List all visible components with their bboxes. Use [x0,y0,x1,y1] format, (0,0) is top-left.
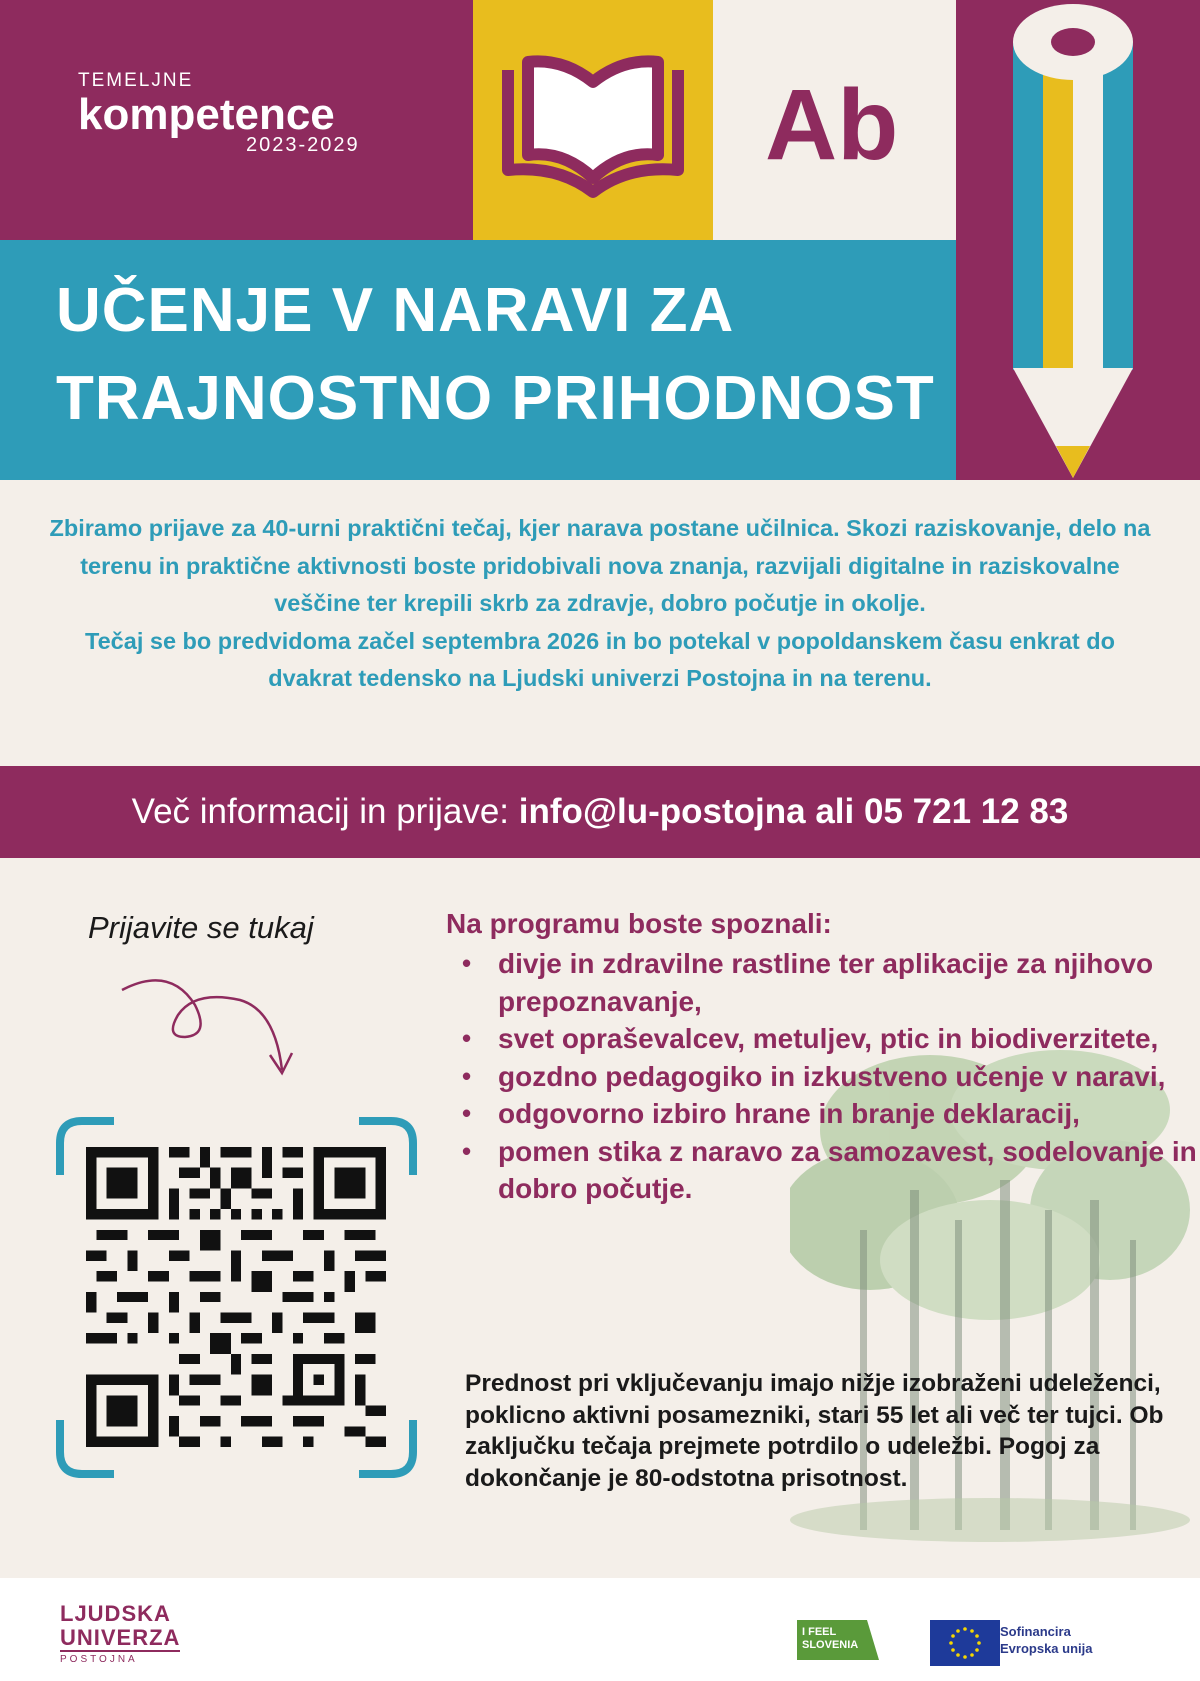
i-feel-slovenia-line-2: SLOVENIA [802,1639,859,1651]
lu-logo-line-2: UNIVERZA [60,1625,181,1650]
logo-years: 2023-2029 [246,134,360,156]
program-item: • gozdno pedagogiko in izkustveno učenje v naravi, [498,1058,1200,1096]
program-item: • svet opraševalcev, metuljev, ptic in biodiverzitete, [498,1020,1200,1058]
eligibility-note: Prednost pri vključevanju imajo nižje izobraženi udeleženci, poklicno aktivni posamezniki, stari 55 let ali več ter tujci. Ob zaključku tečaja prejmete potrdilo o udeležbi. Pogoj za dokončanje je 80-odstotna prisotnost. [465,1370,1164,1492]
info-label: Več informacij in prijave: [131,792,519,831]
intro-text [40,510,1160,698]
open-book-icon [473,0,713,240]
logo-title: kompetence [78,90,335,139]
eu-flag-icon [930,1620,1000,1666]
ljudska-univerza-logo [60,1602,180,1665]
eu-flag [930,1620,1000,1666]
info-contact[interactable]: info@lu-postojna ali 05 721 12 83 [518,792,1069,831]
info-line [0,766,1200,858]
signup-qr-code[interactable] [86,1147,386,1447]
logo-small-text: TEMELJNE [78,70,194,91]
header-book-panel [473,0,713,240]
program-list [460,945,1200,1208]
i-feel-slovenia-line-1: I FEEL [802,1626,837,1638]
program-item: • divje in zdravilne rastline ter aplikacije za njihovo prepoznavanje, [498,945,1200,1020]
eu-funding-label [1000,1623,1092,1657]
eu-funding-line-2: Evropska unija [1000,1641,1093,1656]
lu-logo-line-3: POSTOJNA [60,1650,180,1665]
program-item: • odgovorno izbiro hrane in branje deklaracij, [498,1095,1200,1133]
program-title: Na programu boste spoznali: [446,908,832,939]
curved-arrow-icon [110,965,310,1085]
title-line-1: UČENJE V NARAVI ZA [56,276,735,345]
intro-paragraph-2: Tečaj se bo predvidoma začel septembra 2026 in bo potekal v popoldanskem času enkrat do dvakrat tedensko na Ljudski univerzi Postojna in na terenu. [85,627,1115,691]
title-line-2: TRAJNOSTNO PRIHODNOST [56,364,935,433]
i-feel-slovenia-logo [797,1620,879,1660]
lu-logo-line-1: LJUDSKA [60,1601,171,1626]
eu-funding-line-1: Sofinancira [1000,1624,1071,1639]
intro-paragraph-1: Zbiramo prijave za 40-urni praktični tečaj, kjer narava postane učilnica. Skozi raziskovanje, delo na terenu in praktične aktivnosti boste pridobivali nova znanja, razvijali digitalne in raziskovalne veščine ter krepili skrb za zdravje, dobro počutje in okolje. [49,515,1151,616]
header-pencil-panel [956,0,1200,480]
signup-label: Prijavite se tukaj [88,910,314,945]
pencil-icon [956,0,1200,480]
program-item: • pomen stika z naravo za samozavest, sodelovanje in dobro počutje. [498,1133,1200,1208]
ab-letters: Ab [765,69,899,181]
